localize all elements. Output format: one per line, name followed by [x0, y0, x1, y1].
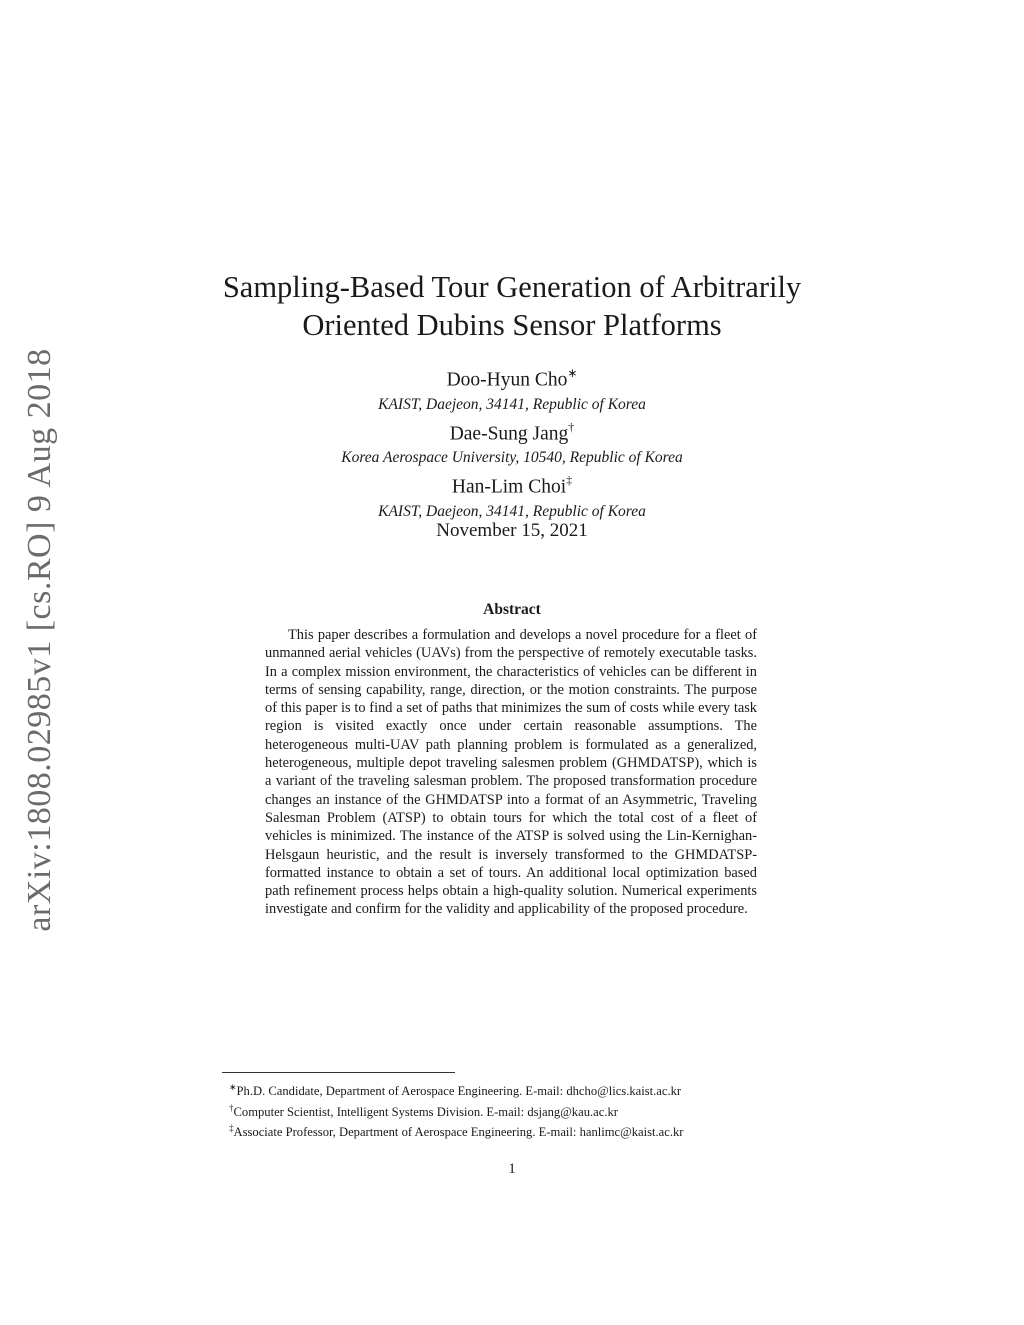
footnote-mark: † [568, 419, 575, 434]
paper-title [0, 268, 1024, 344]
abstract-heading: Abstract [483, 601, 541, 618]
title-line: Oriented Dubins Sensor Platforms [302, 308, 722, 342]
footnote: ‡Associate Professor, Department of Aerospace Engineering. E-mail: hanlimc@kaist.ac.kr [229, 1123, 684, 1140]
publication-date: November 15, 2021 [436, 520, 588, 541]
author-name: Dae-Sung Jang† [449, 419, 575, 444]
author-affiliation: KAIST, Daejeon, 34141, Republic of Korea [378, 502, 646, 520]
footnote-mark: ∗ [229, 1082, 237, 1092]
footnote-mark: ‡ [566, 473, 573, 487]
footnote: ∗Ph.D. Candidate, Department of Aerospace Engineering. E-mail: dhcho@lics.kaist.ac.kr [229, 1082, 682, 1099]
author-name: Han-Lim Choi‡ [451, 473, 573, 498]
title-line: Sampling-Based Tour Generation of Arbitrarily [222, 270, 802, 304]
page-number: 1 [508, 1161, 516, 1177]
footnote: †Computer Scientist, Intelligent Systems Division. E-mail: dsjang@kau.ac.kr [229, 1102, 618, 1119]
footnote-mark: † [229, 1102, 234, 1113]
footnote-divider [222, 1072, 455, 1073]
author-affiliation: KAIST, Daejeon, 34141, Republic of Korea [378, 395, 646, 413]
author-name: Doo-Hyun Cho∗ [446, 366, 578, 391]
footnote-mark: ∗ [567, 366, 578, 380]
footnotes [229, 1079, 829, 1141]
arxiv-identifier: arXiv:1808.02985v1 [cs.RO] 9 Aug 2018 [21, 348, 58, 932]
footnote-mark: ‡ [229, 1123, 234, 1134]
author-block [0, 362, 1024, 523]
abstract-text: This paper describes a formulation and develops a novel procedure for a fleet of unmanned aerial vehicles (UAVs) from the perspective of remotely executable tasks. In a complex mission environment, the characteristics of vehicles can be different in terms of sensing capability, range, direction, or the motion constraints. The purpose of this paper is to find a set of paths that minimizes the sum of costs while every task region is visited exactly once under certain reasonable assumptions. The heterogeneous multi-UAV path planning problem is formulated as a generalized, heterogeneous, multiple depot traveling salesmen problem (GHMDATSP), which is a variant of the traveling salesman problem. The proposed transformation procedure changes an instance of the GHMDATSP into a format of an Asymmetric, Traveling Salesman Problem (ATSP) to obtain tours for which the total cost of a fleet of vehicles is minimized. The instance of the ATSP is solved using the Lin-Kernighan-Helsgaun heuristic, and the result is inversely transformed to the GHMDATSP-formatted instance to obtain a set of tours. An additional local optimization based path refinement process helps obtain a high-quality solution. Numerical experiments investigate and confirm for the validity and applicability of the proposed procedure. [265, 627, 757, 918]
author-affiliation: Korea Aerospace University, 10540, Republic of Korea [341, 449, 683, 466]
